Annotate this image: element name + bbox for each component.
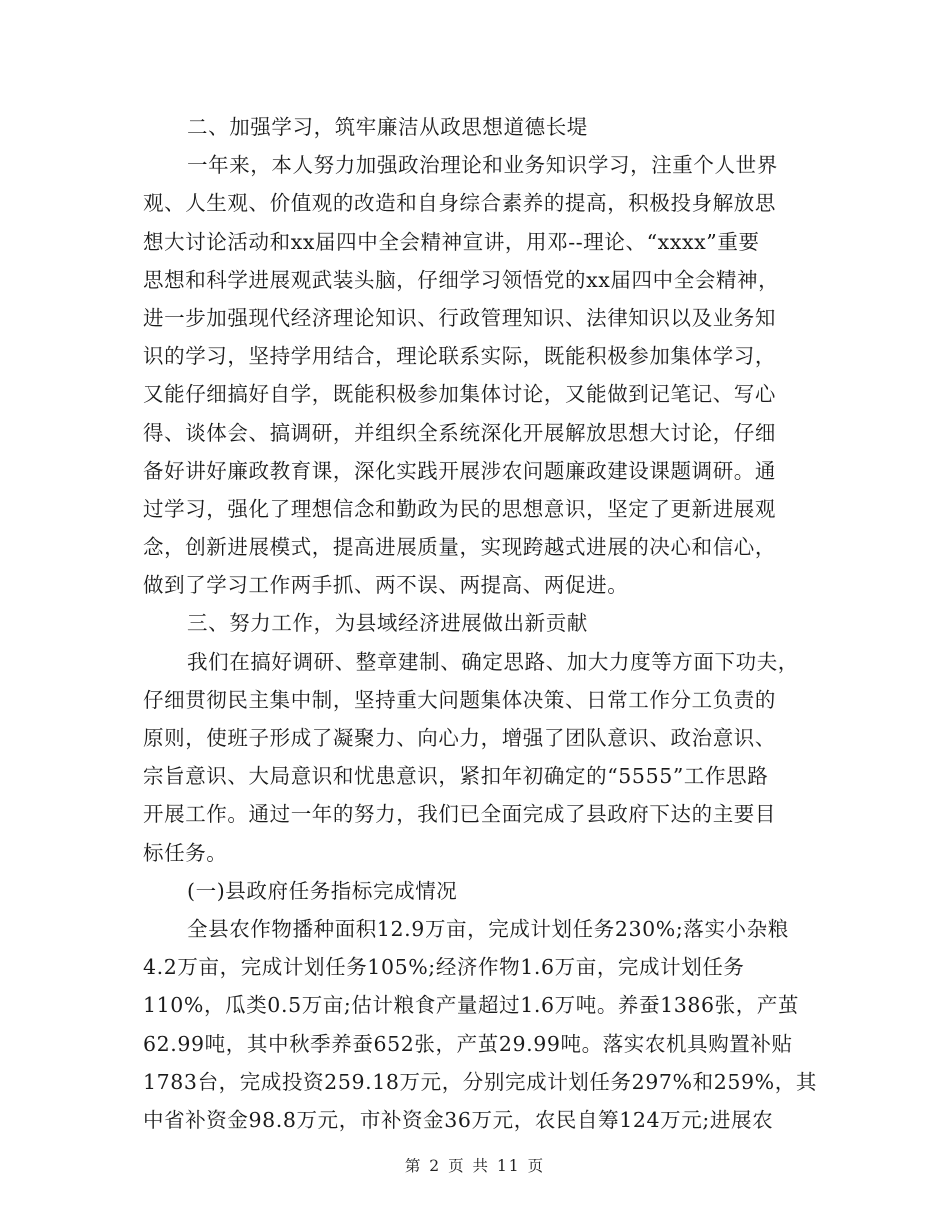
paragraph-line: 一年来，本人努力加强政治理论和业务知识学习，注重个人世界 <box>187 153 778 178</box>
paragraph-line: 中省补资金98.8万元，市补资金36万元，农民自筹124万元;进展农 <box>143 1107 774 1132</box>
paragraph-line: 标任务。 <box>143 840 228 865</box>
paragraph-line: 备好讲好廉政教育课，深化实践开展涉农问题廉政建设课题调研。通 <box>143 458 776 483</box>
paragraph-line: 110%，瓜类0.5万亩;估计粮食产量超过1.6万吨。养蚕1386张，产茧 <box>143 993 800 1018</box>
paragraph-line: 原则，使班子形成了凝聚力、向心力，增强了团队意识、政治意识、 <box>143 726 776 750</box>
section-heading: 三、努力工作，为县域经济进展做出新贡献 <box>187 611 588 636</box>
paragraph-line: 全县农作物播种面积12.9万亩，完成计划任务230%;落实小杂粮 <box>187 916 789 941</box>
paragraph-line: 宗旨意识、大局意识和忧患意识，紧扣年初确定的“5555”工作思路 <box>143 764 769 789</box>
subsection-heading: (一)县政府任务指标完成情况 <box>187 878 458 903</box>
paragraph-line: 又能仔细搞好自学，既能积极参加集体讨论，又能做到记笔记、写心 <box>143 382 776 407</box>
paragraph-line: 4.2万亩，完成计划任务105%;经济作物1.6万亩，完成计划任务 <box>143 955 745 980</box>
document-body <box>143 108 817 1139</box>
section-heading: 二、加强学习，筑牢廉洁从政思想道德长堤 <box>187 115 588 139</box>
paragraph-line: 思想和科学进展观武装头脑，仔细学习领悟党的xx届四中全会精神， <box>143 267 780 292</box>
paragraph-line: 进一步加强现代经济理论知识、行政管理知识、法律知识以及业务知 <box>143 305 776 330</box>
paragraph-line: 我们在搞好调研、整章建制、确定思路、加大力度等方面下功夫， <box>187 649 799 674</box>
paragraph-line: 得、谈体会、搞调研，并组织全系统深化开展解放思想大讨论，仔细 <box>143 420 776 445</box>
paragraph-line: 观、人生观、价值观的改造和自身综合素养的提高，积极投身解放思 <box>143 191 776 216</box>
paragraph-line: 念，创新进展模式，提高进展质量，实现跨越式进展的决心和信心， <box>143 535 776 560</box>
paragraph-line: 仔细贯彻民主集中制，坚持重大问题集体决策、日常工作分工负责的 <box>143 687 776 712</box>
paragraph-line: 62.99吨，其中秋季养蚕652张，产茧29.99吨。落实农机具购置补贴 <box>143 1031 793 1056</box>
paragraph-line: 开展工作。通过一年的努力，我们已全面完成了县政府下达的主要目 <box>143 802 776 827</box>
paragraph-line: 1783台，完成投资259.18万元，分别完成计划任务297%和259%，其 <box>143 1069 817 1094</box>
paragraph-line: 过学习，强化了理想信念和勤政为民的思想意识，坚定了更新进展观 <box>143 496 776 521</box>
paragraph-line: 做到了学习工作两手抓、两不误、两提高、两促进。 <box>143 573 629 598</box>
paragraph-line: 识的学习，坚持学用结合，理论联系实际，既能积极参加集体学习， <box>143 344 776 369</box>
page-number: 第 2 页 共 11 页 <box>404 1157 546 1175</box>
paragraph-line: 想大讨论活动和xx届四中全会精神宣讲，用邓--理论、“xxxx”重要 <box>143 229 760 254</box>
